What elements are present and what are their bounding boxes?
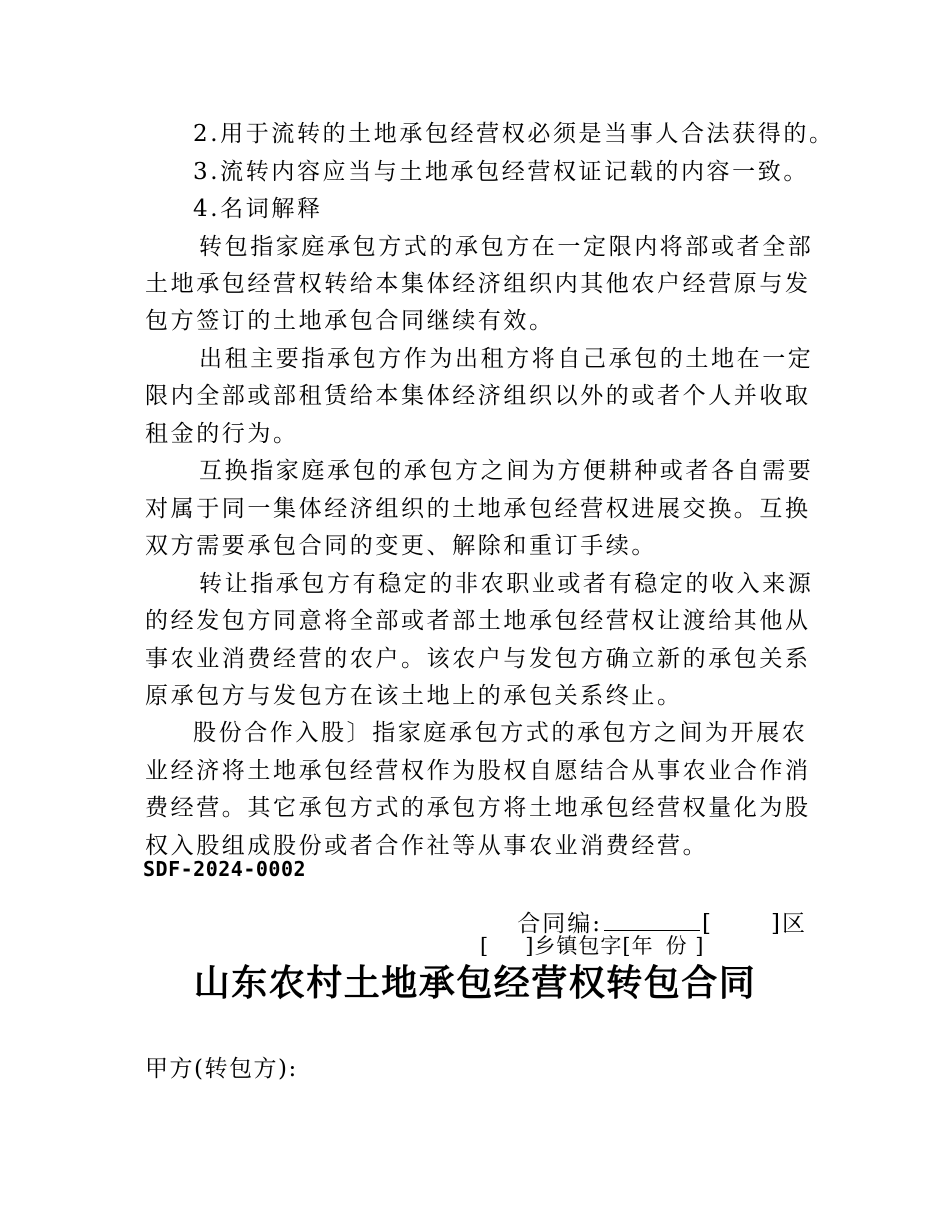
body-line-15: 事农业消费经营的农户。该农户与发包方确立新的承包关系 <box>145 646 811 672</box>
document-code: SDF-2024-0002 <box>143 857 307 881</box>
body-line-12: 双方需要承包合同的变更、解除和重订手续。 <box>145 533 657 559</box>
body-line-1: 2.用于流转的土地承包经营权必须是当事人合法获得的。 <box>193 121 835 147</box>
body-line-11: 对属于同一集体经济组织的土地承包经营权进展交换。互换 <box>145 496 811 522</box>
contract-number-label: 合同编: <box>517 911 603 937</box>
year-label: 份 ] <box>665 934 705 958</box>
body-line-6: 包方签订的土地承包合同继续有效。 <box>145 308 555 334</box>
body-line-4: 转包指家庭承包方式的承包方在一定限内将部或者全部 <box>199 234 814 260</box>
body-line-16: 原承包方与发包方在该土地上的承包关系终止。 <box>145 683 683 709</box>
township-label: ]乡镇包字[年 <box>525 934 654 958</box>
body-line-9: 租金的行为。 <box>145 421 299 447</box>
contract-number-blank <box>604 908 700 931</box>
body-line-3: 4.名词解释 <box>193 196 323 222</box>
body-line-13: 转让指承包方有稳定的非农职业或者有稳定的收入来源 <box>199 571 814 597</box>
document-title: 山东农村土地承包经营权转包合同 <box>193 963 757 1004</box>
body-line-2: 3.流转内容应当与土地承包经营权证记载的内容一致。 <box>193 159 809 185</box>
body-line-20: 权入股组成股份或者合作社等从事农业消费经营。 <box>145 833 709 859</box>
body-line-5: 土地承包经营权转给本集体经济组织内其他农户经营原与发 <box>145 271 811 297</box>
township-bracket-open: [ <box>480 934 490 958</box>
body-line-18: 业经济将土地承包经营权作为股权自愿结合从事农业合作消 <box>145 758 811 784</box>
body-line-19: 费经营。其它承包方式的承包方将土地承包经营权量化为股 <box>145 795 811 821</box>
body-line-7: 出租主要指承包方作为出租方将自己承包的土地在一定 <box>199 346 814 372</box>
body-line-8: 限内全部或部租赁给本集体经济组织以外的或者个人并收取 <box>145 383 811 409</box>
party-a-label: 甲方(转包方): <box>145 1056 298 1082</box>
body-line-10: 互换指家庭承包的承包方之间为方便耕种或者各自需要 <box>199 458 814 484</box>
body-line-14: 的经发包方同意将全部或者部土地承包经营权让渡给其他从 <box>145 608 811 634</box>
contract-bracket-open: [ <box>702 911 714 937</box>
district-suffix: ]区 <box>771 911 807 937</box>
body-line-17: 股份合作入股〕指家庭承包方式的承包方之间为开展农 <box>193 720 808 746</box>
